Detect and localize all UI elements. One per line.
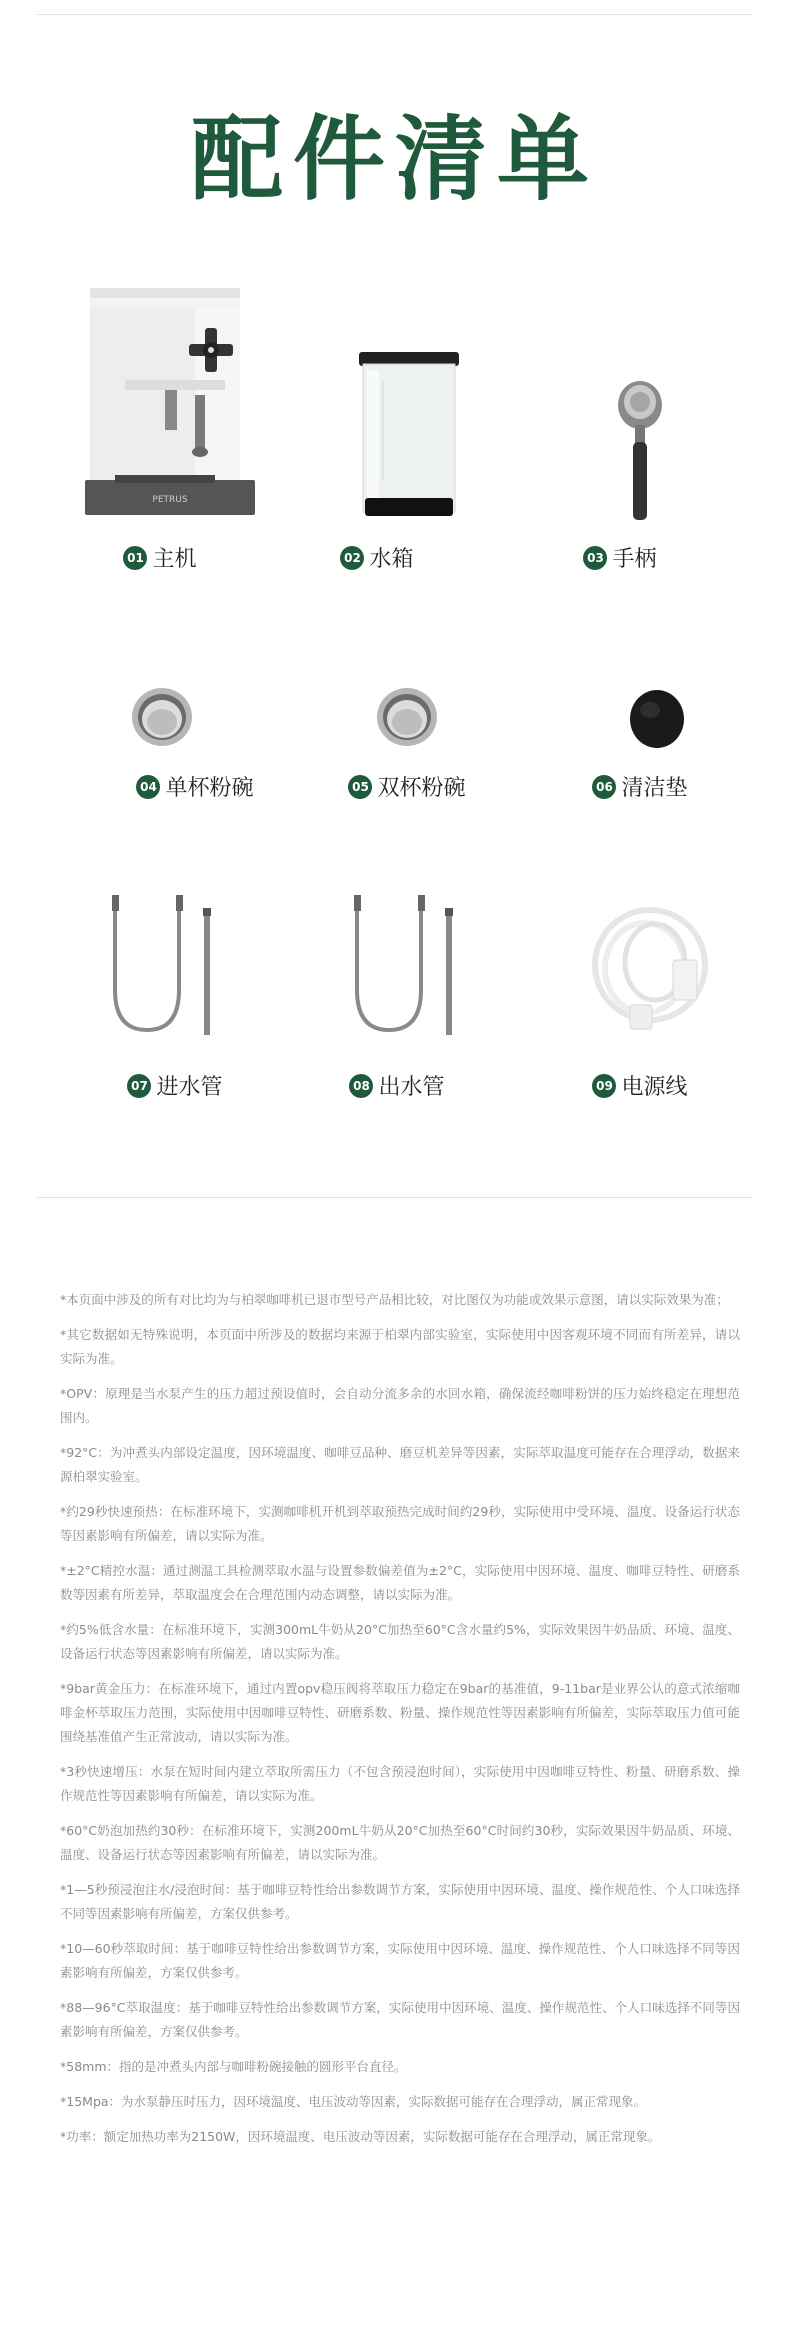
item-caption [257, 542, 497, 573]
power-cord-icon [530, 890, 770, 1040]
note: *1—5秒预浸泡注水/浸泡时间：基于咖啡豆特性给出参数调节方案，实际使用中因环境、温度、操作规范性、个人口味选择不同等因素影响有所偏差，方案仅供参考。 [60, 1882, 740, 1921]
item-number-badge: 09 [592, 1074, 616, 1098]
cleaning-pad-icon [530, 660, 770, 760]
item-caption [277, 1070, 517, 1101]
item-label: 进水管 [156, 1075, 223, 1100]
item-number-badge: 07 [127, 1074, 151, 1098]
note: *约5%低含水量：在标准环境下，实测300mL牛奶从20°C加热至60°C含水量约5%，实际效果因牛奶品质、环境、温度、设备运行状态等因素影响有所偏差，请以实际为准。 [60, 1622, 740, 1661]
item-caption [55, 1070, 295, 1101]
item-caption [520, 1070, 760, 1101]
outlet-hose-icon [287, 890, 527, 1040]
note: *±2°C精控水温：通过测温工具检测萃取水温与设置参数偏差值为±2°C，实际使用中因环境、温度、咖啡豆特性、研磨系数等因素有所差异，萃取温度会在合理范围内动态调整，请以实际为准。 [60, 1563, 740, 1602]
note: *10—60秒萃取时间：基于咖啡豆特性给出参数调节方案，实际使用中因环境、温度、操作规范性、个人口味选择不同等因素影响有所偏差，方案仅供参考。 [60, 1941, 740, 1980]
item-caption [287, 771, 527, 802]
note: *本页面中涉及的所有对比均为与柏翠咖啡机已退市型号产品相比较，对比图仅为功能或效果示意图，请以实际效果为准； [60, 1292, 729, 1307]
item-caption [40, 542, 280, 573]
item-number-badge: 02 [340, 546, 364, 570]
portafilter-icon [530, 280, 770, 530]
note: *其它数据如无特殊说明，本页面中所涉及的数据均来源于柏翠内部实验室，实际使用中因客观环境不同而有所差异，请以实际为准。 [60, 1327, 740, 1366]
item-label: 清洁垫 [621, 776, 688, 801]
note: *15Mpa：为水泵静压时压力，因环境温度、电压波动等因素，实际数据可能存在合理浮动，属正常现象。 [60, 2094, 647, 2109]
note: *58mm：指的是冲煮头内部与咖啡粉碗接触的圆形平台直径。 [60, 2059, 407, 2074]
item-label: 双杯粉碗 [377, 776, 466, 801]
note: *3秒快速增压：水泵在短时间内建立萃取所需压力（不包含预浸泡时间），实际使用中因咖啡豆特性、粉量、研磨系数、操作规范性等因素影响有所偏差，请以实际为准。 [60, 1764, 740, 1803]
disclaimer-notes [60, 1288, 740, 2160]
item-label: 单杯粉碗 [165, 776, 254, 801]
water-tank-icon [287, 280, 527, 530]
note: *92°C：为冲煮头内部设定温度，因环境温度、咖啡豆品种、磨豆机差异等因素，实际萃取温度可能存在合理浮动，数据来源柏翠实验室。 [60, 1445, 740, 1484]
item-caption [75, 771, 315, 802]
item-label: 电源线 [621, 1075, 688, 1100]
item-number-badge: 08 [349, 1074, 373, 1098]
note: *约29秒快速预热：在标准环境下，实测咖啡机开机到萃取预热完成时间约29秒，实际使用中受环境、温度、设备运行状态等因素影响有所偏差，请以实际为准。 [60, 1504, 740, 1543]
page-title: 配件清单 [190, 106, 599, 213]
item-label: 主机 [152, 547, 197, 572]
note: *OPV：原理是当水泵产生的压力超过预设值时，会自动分流多余的水回水箱，确保流经咖啡粉饼的压力始终稳定在理想范围内。 [60, 1386, 740, 1425]
svg-text:PETRUS: PETRUS [152, 495, 188, 505]
note: *60°C奶泡加热约30秒：在标准环境下，实测200mL牛奶从20°C加热至60°C时间约30秒，实际效果因牛奶品质、环境、温度、设备运行状态等因素影响有所偏差，请以实际为准。 [60, 1823, 740, 1862]
item-number-badge: 06 [592, 775, 616, 799]
note: *9bar黄金压力：在标准环境下，通过内置opv稳压阀将萃取压力稳定在9bar的基准值，9-11bar是业界公认的意式浓缩咖啡金杯萃取压力范围，实际使用中因咖啡豆特性、研磨系数、粉量、操作规范性等因素影响有所偏差，实际萃取压力值可能围绕基准值产生正常波动，请以实际为准。 [60, 1681, 740, 1744]
section-divider [37, 1197, 753, 1198]
item-caption [500, 542, 740, 573]
item-number-badge: 04 [136, 775, 160, 799]
item-caption [520, 771, 760, 802]
note: *功率：额定加热功率为2150W，因环境温度、电压波动等因素，实际数据可能存在合理浮动，属正常现象。 [60, 2129, 661, 2144]
item-label: 手柄 [612, 547, 657, 572]
note: *88—96°C萃取温度：基于咖啡豆特性给出参数调节方案，实际使用中因环境、温度、操作规范性、个人口味选择不同等因素影响有所偏差，方案仅供参考。 [60, 2000, 740, 2039]
item-number-badge: 03 [583, 546, 607, 570]
top-divider [37, 14, 753, 15]
item-number-badge: 01 [123, 546, 147, 570]
double-basket-icon [287, 660, 527, 760]
item-number-badge: 05 [348, 775, 372, 799]
item-label: 水箱 [369, 547, 414, 572]
item-label: 出水管 [378, 1075, 445, 1100]
